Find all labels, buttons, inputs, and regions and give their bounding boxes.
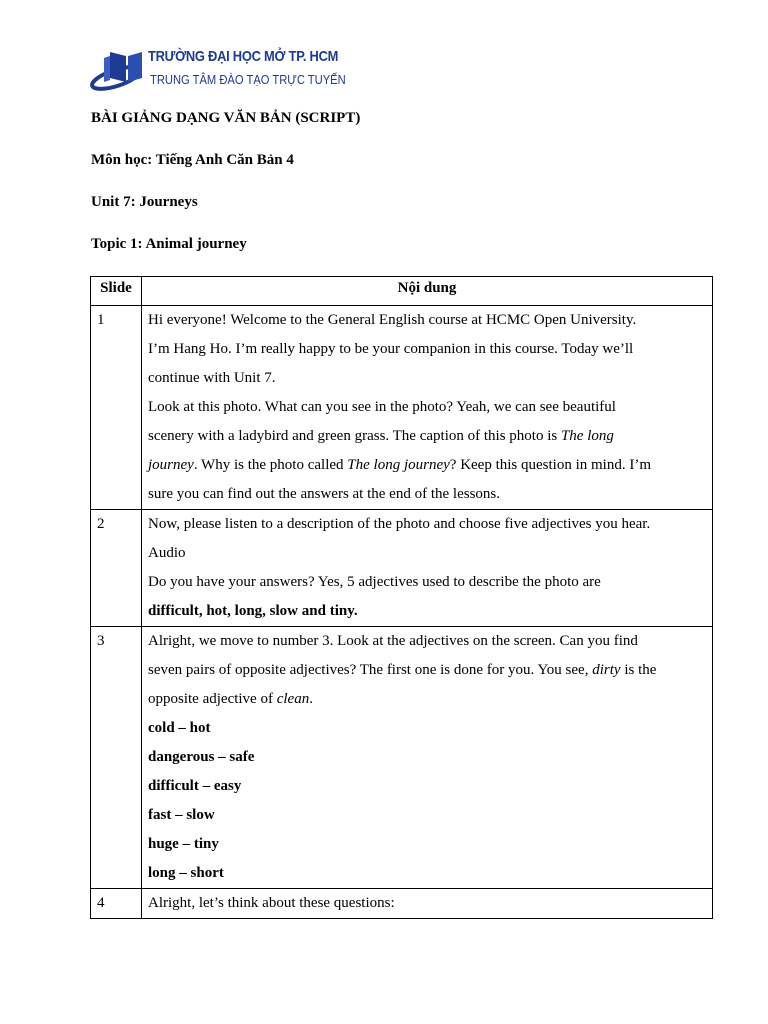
slide-number: 3	[91, 627, 142, 889]
line-text: seven pairs of opposite adjectives? The first one is done for you. You see,	[148, 662, 593, 678]
slide-number: 2	[91, 510, 142, 627]
content-line	[148, 480, 706, 509]
content-line	[148, 889, 706, 918]
line-text: Audio	[148, 545, 186, 561]
bold-text: difficult, hot, long, slow and tiny.	[148, 603, 358, 619]
slide-number: 4	[91, 889, 142, 919]
logo-center-name: TRUNG TÂM ĐÀO TẠO TRỰC TUYẾN	[150, 72, 346, 87]
italic-text: journey	[148, 457, 194, 473]
content-line	[148, 627, 706, 656]
slide-number: 1	[91, 306, 142, 510]
slide-content	[142, 306, 713, 510]
header-content: Nội dung	[142, 277, 713, 306]
content-line	[148, 656, 706, 685]
slide-content	[142, 510, 713, 627]
bold-text: dangerous – safe	[148, 749, 255, 765]
content-line	[148, 743, 706, 772]
line-text: . Why is the photo called	[193, 457, 348, 473]
content-line	[148, 539, 706, 568]
slide-content	[142, 627, 713, 889]
content-line	[148, 335, 706, 364]
line-text: Do you have your answers? Yes, 5 adjectives used to describe the photo are	[148, 574, 601, 590]
open-book-logo-icon	[90, 46, 148, 96]
slide-content	[142, 889, 713, 919]
content-line	[148, 393, 706, 422]
content-line	[148, 364, 706, 393]
line-text: Alright, we move to number 3. Look at the adjectives on the screen. Can you find	[148, 633, 638, 649]
line-text: opposite adjective of	[148, 691, 277, 707]
table-row	[91, 627, 713, 889]
script-title: BÀI GIẢNG DẠNG VĂN BẢN (SCRIPT)	[91, 110, 361, 126]
content-line	[148, 830, 706, 859]
line-text: ? Keep this question in mind. I’m	[449, 457, 651, 473]
italic-text: The long journey	[347, 457, 450, 473]
line-text: Hi everyone! Welcome to the General English course at HCMC Open University.	[148, 312, 637, 328]
script-table	[90, 276, 713, 919]
content-line	[148, 568, 706, 597]
line-text: Alright, let’s think about these questions:	[148, 895, 395, 911]
unit-heading: Unit 7: Journeys	[91, 194, 198, 210]
content-line	[148, 685, 706, 714]
university-logo	[90, 46, 346, 96]
line-text: Now, please listen to a description of the photo and choose five adjectives you hear.	[148, 516, 651, 532]
content-line	[148, 510, 706, 539]
bold-text: fast – slow	[148, 807, 215, 823]
content-line	[148, 859, 706, 888]
line-text: continue with Unit 7.	[148, 370, 276, 386]
bold-text: huge – tiny	[148, 836, 219, 852]
table-row	[91, 306, 713, 510]
content-line	[148, 801, 706, 830]
line-text: scenery with a ladybird and green grass. The caption of this photo is	[148, 428, 561, 444]
line-text: is the	[620, 662, 657, 678]
logo-university-name: TRƯỜNG ĐẠI HỌC MỞ TP. HCM	[148, 48, 339, 65]
subject-heading: Môn học: Tiếng Anh Căn Bản 4	[91, 152, 294, 168]
content-line	[148, 597, 706, 626]
content-line	[148, 422, 706, 451]
content-line	[148, 714, 706, 743]
italic-text: dirty	[592, 662, 621, 678]
italic-text: The long	[560, 428, 614, 444]
italic-text: clean	[276, 691, 310, 707]
content-line	[148, 772, 706, 801]
table-row	[91, 889, 713, 919]
line-text: I’m Hang Ho. I’m really happy to be your companion in this course. Today we’ll	[148, 341, 634, 357]
header-slide: Slide	[91, 277, 142, 306]
line-text: Look at this photo. What can you see in the photo? Yeah, we can see beautiful	[148, 399, 616, 415]
table-row	[91, 510, 713, 627]
line-text: .	[309, 691, 313, 707]
bold-text: long – short	[148, 865, 224, 881]
bold-text: cold – hot	[148, 720, 211, 736]
content-line	[148, 451, 706, 480]
topic-heading: Topic 1: Animal journey	[91, 236, 247, 252]
line-text: sure you can find out the answers at the end of the lessons.	[148, 486, 500, 502]
content-line	[148, 306, 706, 335]
bold-text: difficult – easy	[148, 778, 242, 794]
table-header-row	[91, 277, 713, 306]
